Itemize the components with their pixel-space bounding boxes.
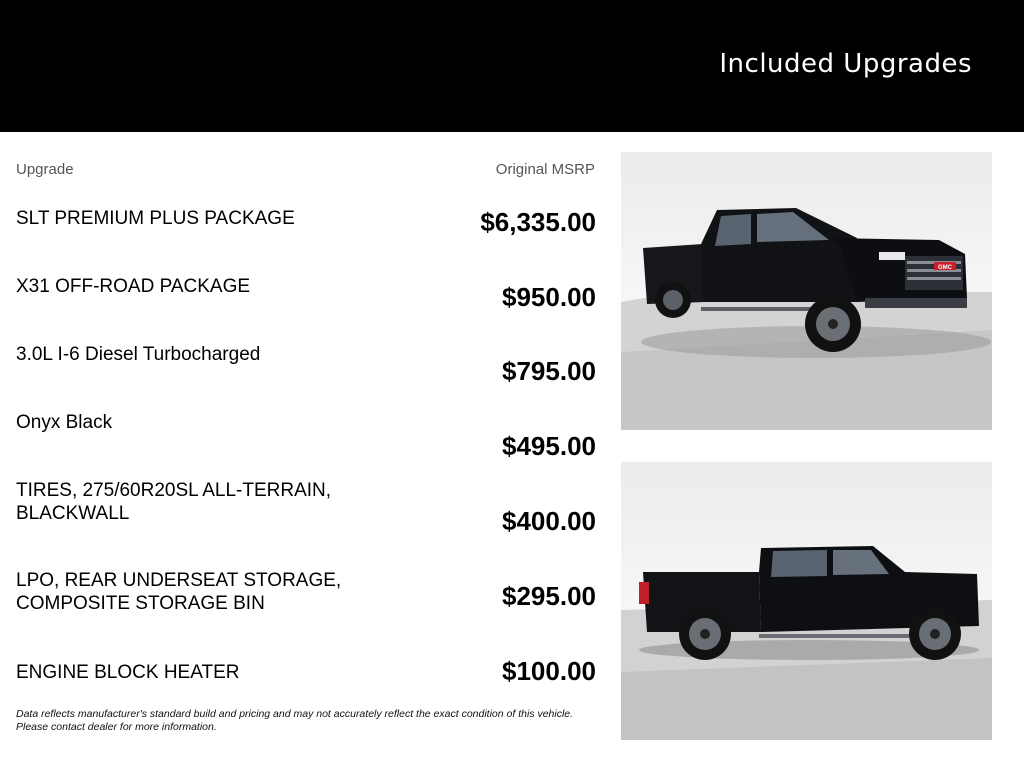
upgrade-price: $495.00	[502, 431, 596, 461]
header-bar	[0, 0, 1024, 132]
disclaimer-text: Data reflects manufacturer's standard build and pricing and may not accurately reflect the exact condition of this vehicle. Please contact dealer for more information.	[16, 708, 574, 733]
upgrade-name: Onyx Black	[16, 412, 113, 433]
upgrade-row	[16, 656, 596, 701]
upgrade-price: $100.00	[502, 656, 596, 686]
page-title: Included Upgrades	[719, 49, 972, 79]
upgrade-row	[16, 411, 596, 461]
upgrade-price: $295.00	[502, 581, 596, 611]
upgrade-price: $6,335.00	[480, 207, 596, 237]
truck-side-illustration	[621, 462, 992, 740]
upgrade-name: LPO, REAR UNDERSEAT STORAGE, COMPOSITE STORAGE BIN	[16, 570, 342, 614]
upgrade-row	[16, 569, 596, 629]
gmc-badge: GMC	[938, 265, 952, 271]
truck-front-illustration	[621, 152, 992, 430]
upgrade-name: X31 OFF-ROAD PACKAGE	[16, 276, 251, 297]
truck-photo-front	[621, 152, 992, 430]
column-header-upgrade: Upgrade	[16, 161, 74, 178]
upgrade-row	[16, 275, 596, 325]
upgrade-price: $950.00	[502, 282, 596, 312]
upgrade-name: TIRES, 275/60R20SL ALL-TERRAIN, BLACKWALL	[16, 480, 332, 524]
upgrade-price: $400.00	[502, 506, 596, 536]
upgrade-row	[16, 479, 596, 539]
upgrade-name: ENGINE BLOCK HEATER	[16, 662, 240, 683]
upgrade-row	[16, 207, 596, 257]
column-header-msrp: Original MSRP	[495, 161, 595, 178]
upgrade-name: SLT PREMIUM PLUS PACKAGE	[16, 208, 295, 229]
upgrade-row	[16, 343, 596, 393]
truck-photo-side	[621, 462, 992, 740]
upgrade-price: $795.00	[502, 356, 596, 386]
upgrade-name: 3.0L I-6 Diesel Turbocharged	[16, 344, 261, 365]
